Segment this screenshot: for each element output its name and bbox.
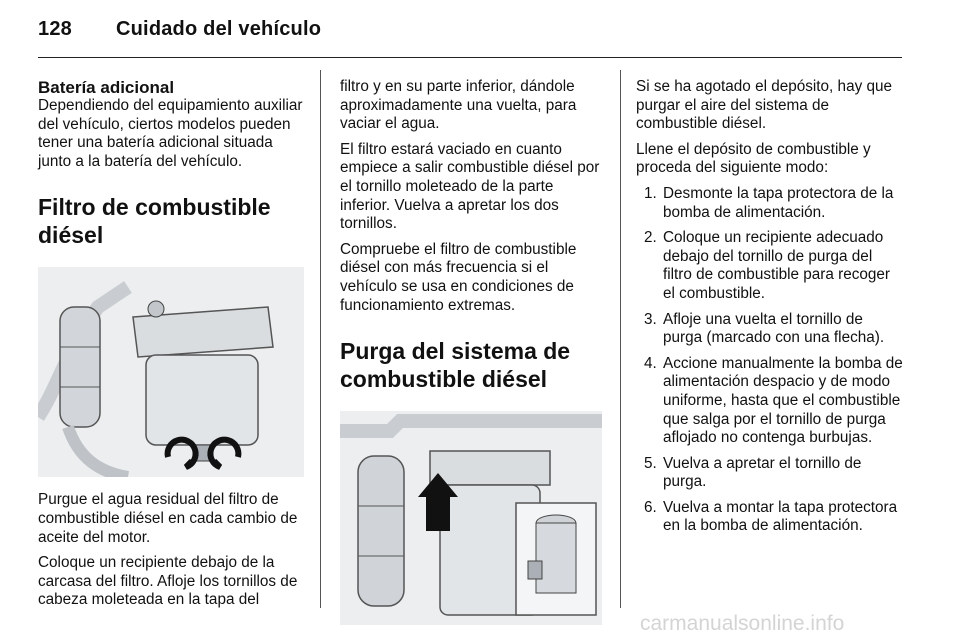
page-header	[38, 18, 321, 41]
fuel-bleed-illustration	[340, 411, 602, 625]
step-number: 5.	[644, 454, 657, 472]
paragraph-coloque-recipiente: Coloque un recipiente debajo de la carcasa del filtro. Afloje los tornillos de cabeza moleteada en la tapa del	[38, 554, 298, 609]
paragraph-bateria: Dependiendo del equipamiento auxiliar del vehículo, ciertos modelos pueden tener una batería adicional situada junto a la batería del vehículo.	[38, 97, 303, 170]
paragraph-filtro-vaciar: filtro y en su parte inferior, dándole aproximadamente una vuelta, para vaciar el agua.	[340, 78, 577, 133]
list-item	[636, 499, 904, 536]
step-text: Accione manualmente la bomba de alimentación despacio y de modo uniforme, hasta que el combustible que salga por el tornillo de purga aflojado no contenga burbujas.	[663, 354, 903, 447]
paragraph-llene-deposito: Llene el depósito de combustible y proceda del siguiente modo:	[636, 140, 871, 177]
list-item	[636, 455, 904, 492]
header-rule	[38, 57, 902, 58]
step-number: 3.	[644, 310, 657, 328]
paragraph-deposito-agotado: Si se ha agotado el depósito, hay que purgar el aire del sistema de combustible diésel.	[636, 78, 892, 133]
list-item	[636, 229, 904, 303]
list-item	[636, 185, 904, 222]
page-title: Cuidado del vehículo	[116, 18, 322, 40]
step-text: Coloque un recipiente adecuado debajo del tornillo de purga del filtro de combustible para recoger el combustible.	[663, 229, 891, 302]
page-number: 128	[38, 18, 72, 40]
heading-bateria-adicional: Batería adicional	[38, 78, 175, 97]
column-1	[38, 78, 306, 617]
step-number: 6.	[644, 498, 657, 516]
heading-purga-sistema: Purga del sistema de combustible diésel	[340, 338, 571, 393]
paragraph-compruebe-filtro: Compruebe el filtro de combustible diésel con más frecuencia si el vehículo se usa en condiciones de funcionamiento extremas.	[340, 240, 577, 314]
column-3	[636, 78, 904, 543]
paragraph-purgue-agua: Purgue el agua residual del filtro de combustible diésel en cada cambio de aceite del motor.	[38, 491, 298, 546]
column-divider-1	[320, 70, 321, 608]
step-number: 2.	[644, 229, 657, 247]
step-text: Vuelva a montar la tapa protectora en la bomba de alimentación.	[663, 498, 898, 535]
fuel-filter-illustration	[38, 267, 304, 477]
list-item	[636, 311, 904, 348]
list-item	[636, 355, 904, 448]
heading-filtro-combustible: Filtro de combustible diésel	[38, 194, 271, 249]
step-text: Desmonte la tapa protectora de la bomba de alimentación.	[663, 184, 894, 221]
step-text: Afloje una vuelta el tornillo de purga (marcado con una flecha).	[663, 310, 885, 347]
watermark: carmanualsonline.info	[640, 612, 845, 635]
column-2	[340, 78, 604, 639]
paragraph-filtro-vaciado: El filtro estará vaciado en cuanto empiece a salir combustible diésel por el tornillo moleteado de la parte inferior. Vuelva a apretar los dos tornillos.	[340, 140, 600, 233]
column-divider-2	[620, 70, 621, 608]
step-number: 4.	[644, 354, 657, 372]
steps-list	[636, 185, 904, 536]
step-number: 1.	[644, 184, 657, 202]
step-text: Vuelva a apretar el tornillo de purga.	[663, 454, 862, 491]
